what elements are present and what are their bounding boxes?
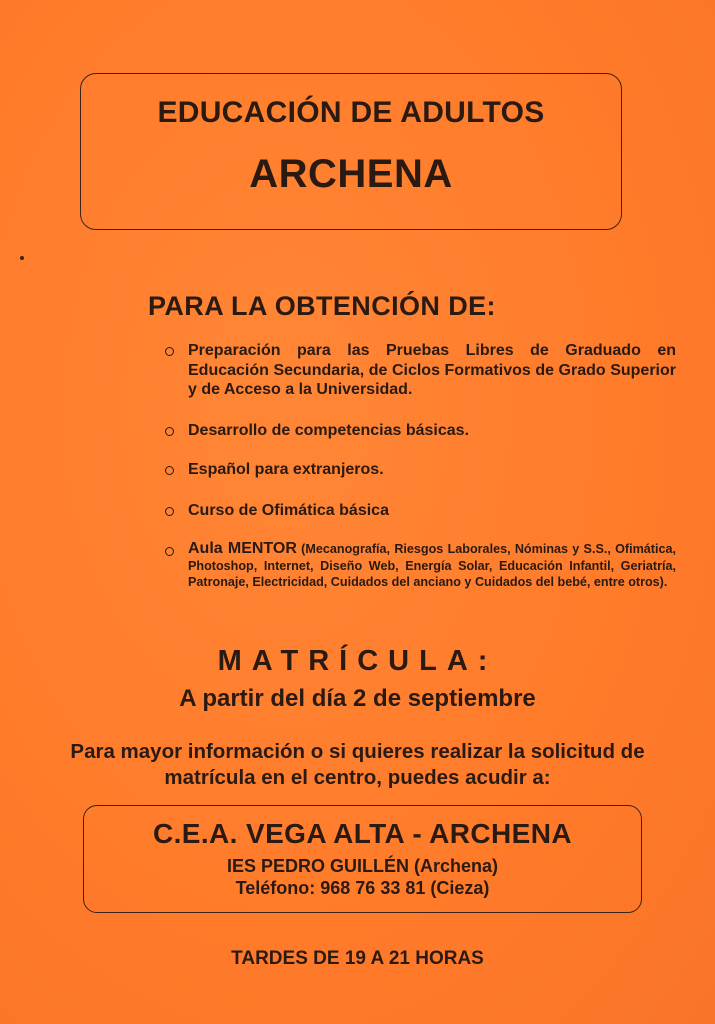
list-item-text: Desarrollo de competencias básicas. xyxy=(188,421,470,439)
center-name: C.E.A. VEGA ALTA - ARCHENA xyxy=(153,818,572,849)
header-box xyxy=(80,73,622,230)
hours-text: TARDES DE 19 A 21 HORAS xyxy=(231,948,484,969)
circle-bullet-icon xyxy=(165,507,174,516)
matricula-date: A partir del día 2 de septiembre xyxy=(179,685,536,712)
list-item-text: Curso de Ofimática básica xyxy=(188,501,389,519)
matricula-title: MATRÍCULA: xyxy=(217,645,498,677)
circle-bullet-icon xyxy=(165,427,174,436)
header-subtitle: ARCHENA xyxy=(249,152,453,196)
offer-list xyxy=(160,341,676,591)
list-item xyxy=(160,341,676,400)
center-phone: Teléfono: 968 76 33 81 (Cieza) xyxy=(235,878,490,898)
header-title: EDUCACIÓN DE ADULTOS xyxy=(157,96,545,129)
list-item-text: Preparación para las Pruebas Libres de Graduado en Educación Secundaria, de Ciclos Formativos de Grado Superior y de Acceso a la Universidad. xyxy=(188,342,676,398)
paper-speck xyxy=(20,256,24,260)
list-item-detail: (Mecanografía, Riesgos Laborales, Nóminas y S.S., Ofimática, Photoshop, Internet, Diseño Web, Energía Solar, Educación Infantil, Geriatría, Patronaje, Electricidad, Cuidados del anciano y Cuidados del bebé, entre otros). xyxy=(188,542,676,589)
circle-bullet-icon xyxy=(165,466,174,475)
section-heading: PARA LA OBTENCIÓN DE: xyxy=(148,291,496,321)
center-box xyxy=(83,805,642,913)
center-school: IES PEDRO GUILLÉN (Archena) xyxy=(226,856,499,876)
list-item xyxy=(160,501,676,521)
list-item-text: Español para extranjeros. xyxy=(188,461,384,478)
circle-bullet-icon xyxy=(165,547,174,556)
circle-bullet-icon xyxy=(165,347,174,356)
list-item xyxy=(160,460,676,480)
list-item-text: Aula MENTOR xyxy=(188,540,297,557)
list-item xyxy=(160,541,676,591)
info-text: Para mayor información o si quieres realizar la solicitud de matrícula en el centro, puedes acudir a: xyxy=(70,740,645,789)
list-item xyxy=(160,421,676,441)
